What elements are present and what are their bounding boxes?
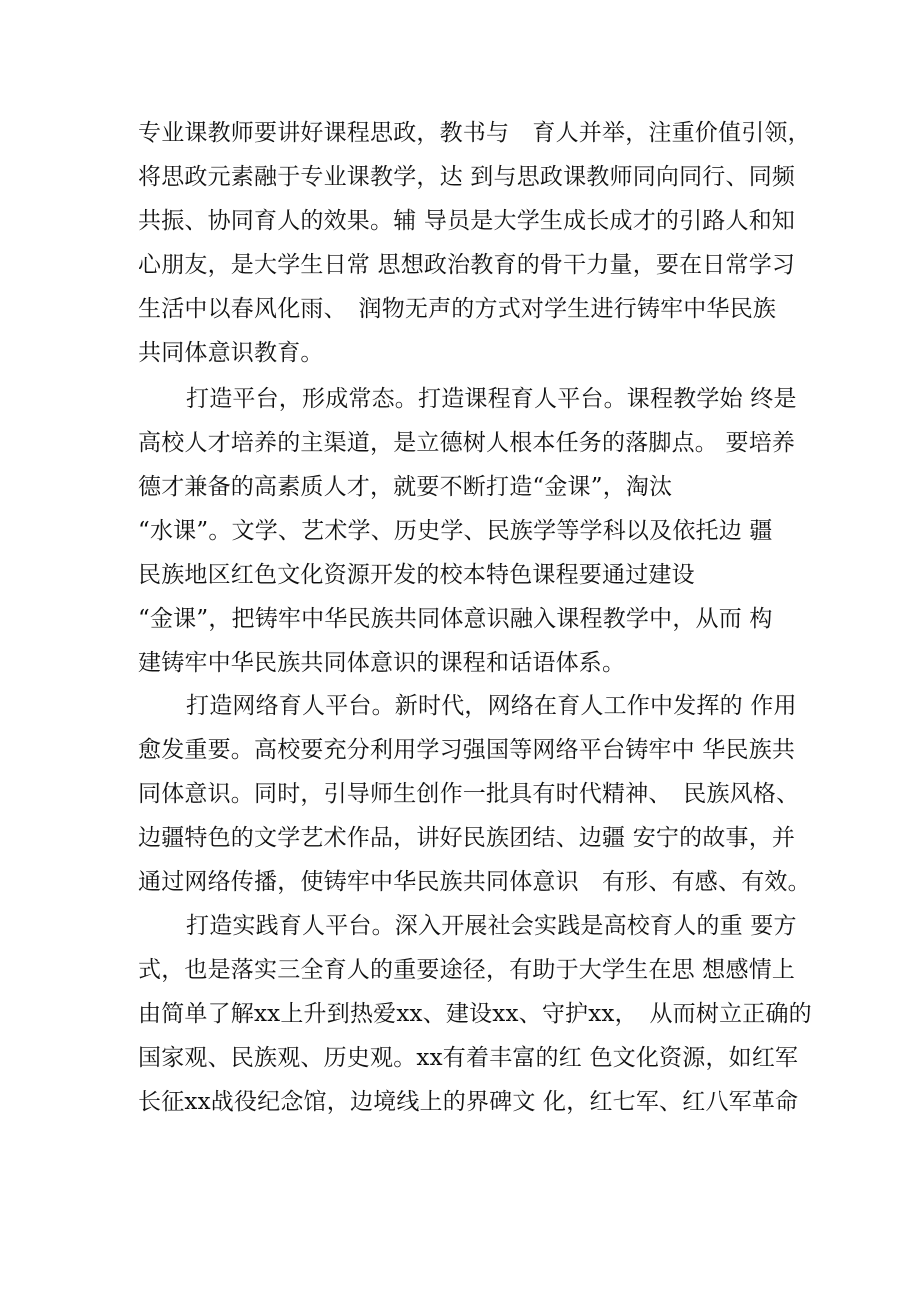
text-line: “金课”，把铸牢中华民族共同体意识融入课程教学中，从而 构 (138, 606, 773, 632)
text-line: 式，也是落实三全育人的重要途径，有助于大学生在思 想感情上 (138, 957, 796, 983)
text-line: 国家观、民族观、历史观。xx有着丰富的红 色文化资源，如红军 (138, 1045, 799, 1071)
text-line: 同体意识。同时，引导师生创作一批具有时代精神、 民族风格、 (138, 781, 800, 807)
text-line: 共同体意识教育。 (138, 340, 324, 366)
text-line: 长征xx战役纪念馆，边境线上的界碑文 化，红七军、红八军革命 (138, 1089, 799, 1115)
text-line: 心朋友，是大学生日常 思想政治教育的骨干力量，要在日常学习 (138, 252, 796, 278)
text-line: 由简单了解xx上升到热爱xx、建设xx、守护xx， 从而树立正确的 (138, 1001, 812, 1027)
text-line: 德才兼备的高素质人才，就要不断打造“金课”，淘汰 (138, 474, 673, 500)
text-line: 高校人才培养的主渠道，是立德树人根本任务的落脚点。 要培养 (138, 430, 796, 456)
paragraph-first-line: 打造网络育人平台。新时代，网络在育人工作中发挥的 作用 (186, 693, 797, 719)
text-line: 民族地区红色文化资源开发的校本特色课程要通过建设 (138, 562, 695, 588)
text-line: 建铸牢中华民族共同体意识的课程和话语体系。 (138, 650, 626, 676)
text-line: 生活中以春风化雨、 润物无声的方式对学生进行铸牢中华民族 (138, 296, 777, 322)
text-line: 共振、协同育人的效果。辅 导员是大学生成长成才的引路人和知 (138, 208, 796, 234)
text-line: 将思政元素融于专业课教学，达 到与思政课教师同向同行、同频 (138, 164, 796, 190)
text-line: 边疆特色的文学艺术作品，讲好民族团结、边疆 安宁的故事，并 (138, 825, 796, 851)
paragraph-first-line: 打造实践育人平台。深入开展社会实践是高校育人的重 要方 (186, 913, 797, 939)
text-line: 通过网络传播，使铸牢中华民族共同体意识 有形、有感、有效。 (138, 869, 811, 895)
paragraph-first-line: 打造平台，形成常态。打造课程育人平台。课程教学始 终是 (186, 386, 797, 412)
text-line: 愈发重要。高校要充分利用学习强国等网络平台铸牢中 华民族共 (138, 737, 796, 763)
text-line: 专业课教师要讲好课程思政，教书与 育人并举，注重价值引领， (138, 120, 811, 146)
text-line: “水课”。文学、艺术学、历史学、民族学等学科以及依托边 疆 (138, 518, 773, 544)
